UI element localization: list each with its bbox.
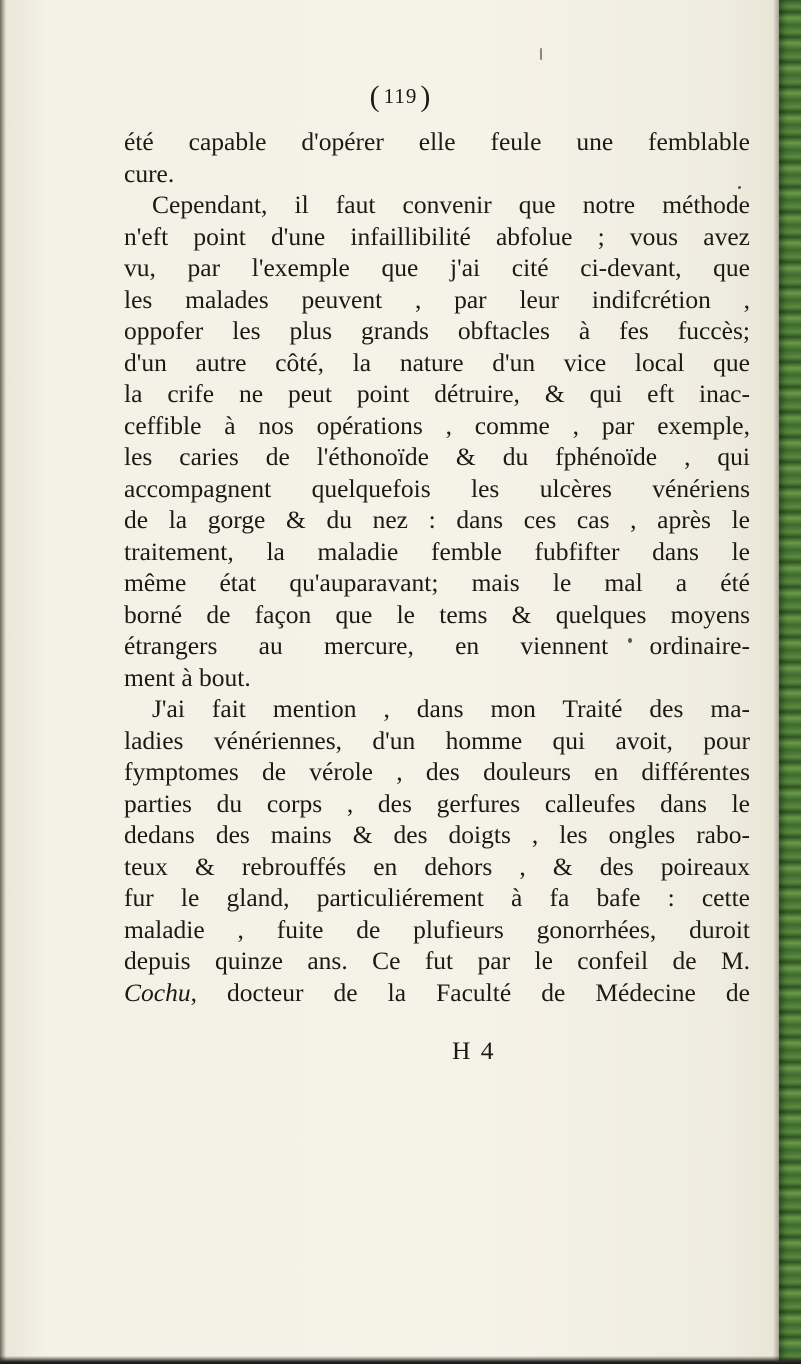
text-line: vu, par l'exemple que j'ai cité ci-devant, que bbox=[124, 253, 750, 282]
text-line: ceffible à nos opérations , comme , par exemple, bbox=[124, 410, 750, 440]
text-line: dedans des mains & des doigts , les ongles rabo- bbox=[124, 820, 750, 849]
text-line: J'ai fait mention , dans mon Traité des ma- bbox=[152, 694, 750, 723]
text-line: maladie , fuite de plufieurs gonorrhées, duroit bbox=[124, 914, 750, 944]
text-line: traitement, la maladie femble fubfifter dans le bbox=[124, 536, 750, 566]
folio-close-paren: ) bbox=[420, 80, 432, 113]
text-line-final bbox=[124, 977, 750, 1009]
text-line: de la gorge & du nez : dans ces cas , après le bbox=[124, 505, 750, 534]
text-line: les caries de l'éthonoïde & du fphénoïde , qui bbox=[124, 442, 750, 471]
catchword-signature: H 4 bbox=[452, 1036, 496, 1065]
page-number-header bbox=[0, 80, 801, 114]
text-line: même état qu'auparavant; mais le mal a été bbox=[124, 568, 750, 597]
green-binding-strip bbox=[779, 0, 801, 1364]
text-line: accompagnent quelquefois les ulcères vénériens bbox=[124, 473, 750, 503]
text-line: parties du corps , des gerfures calleufes dans le bbox=[124, 788, 750, 818]
text-line: fur le gland, particuliérement à fa bafe : cette bbox=[124, 883, 750, 912]
text-line: les malades peuvent , par leur indifcrétion , bbox=[124, 284, 750, 314]
folio-open-paren: ( bbox=[369, 80, 381, 113]
text-line: borné de façon que le tems & quelques moyens bbox=[124, 599, 750, 629]
text-line: oppofer les plus grands obftacles à fes fuccès; bbox=[124, 316, 750, 345]
paper-speck bbox=[540, 48, 542, 60]
body-text bbox=[124, 126, 750, 1008]
page-bottom-edge bbox=[0, 1356, 801, 1364]
page-number: 119 bbox=[383, 84, 418, 108]
text-line: ment à bout. bbox=[124, 662, 251, 692]
final-line-rest: , docteur de la Faculté de Médecine de bbox=[190, 977, 750, 1007]
text-line: la crife ne peut point détruire, & qui eft inac- bbox=[124, 379, 750, 408]
text-line: d'un autre côté, la nature d'un vice local que bbox=[124, 347, 750, 377]
text-line: ladies vénériennes, d'un homme qui avoit, pour bbox=[124, 725, 750, 755]
text-line: étrangers au mercure, en viennent ordinaire- bbox=[124, 631, 750, 660]
text-line: Cependant, il faut convenir que notre méthode bbox=[152, 190, 750, 219]
text-line: cure. bbox=[124, 158, 175, 188]
text-line: été capable d'opérer elle feule une femblable bbox=[124, 127, 750, 156]
text-line: teux & rebrouffés en dehors , & des poireaux bbox=[124, 851, 750, 881]
page-left-edge bbox=[0, 0, 6, 1364]
text-line: fymptomes de vérole , des douleurs en différentes bbox=[124, 757, 750, 786]
name-cochu: Cochu bbox=[124, 977, 191, 1007]
text-line: n'eft point d'une infaillibilité abfolue ; vous avez bbox=[124, 221, 750, 251]
text-line: depuis quinze ans. Ce fut par le confeil de M. bbox=[124, 946, 750, 975]
